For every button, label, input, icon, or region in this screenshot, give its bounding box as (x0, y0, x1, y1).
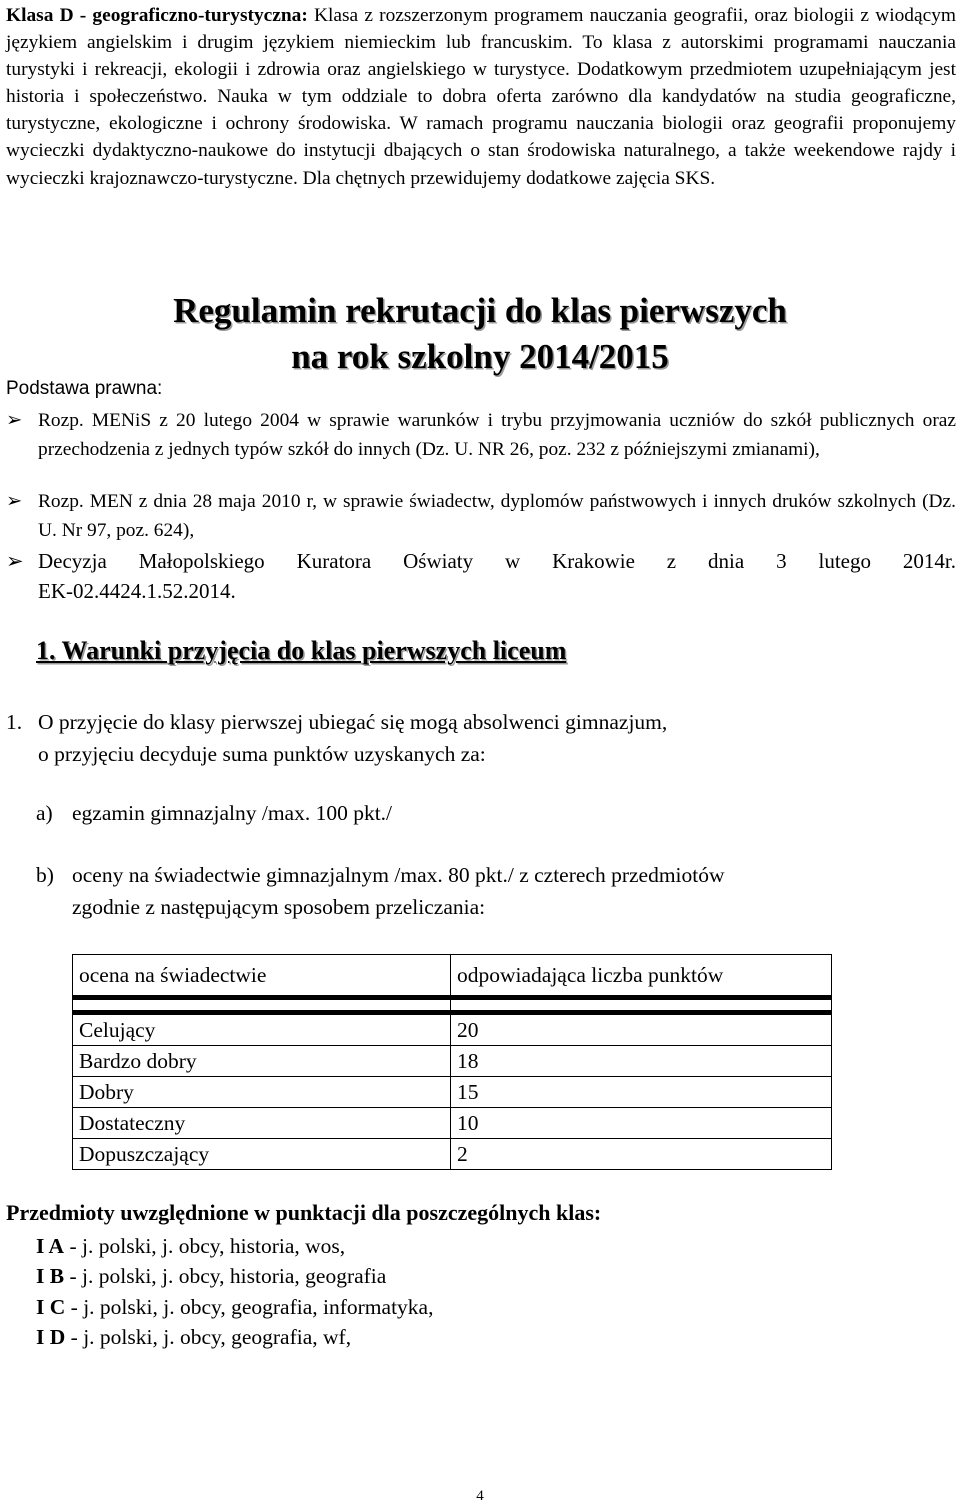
grade-cell: Dobry (73, 1077, 451, 1108)
legal-item-text: Rozp. MEN z dnia 28 maja 2010 r, w sprawie świadectw, dyplomów państwowych i innych druków szkolnych (Dz. U. Nr 97, poz. 624), (38, 491, 956, 541)
table-row (73, 1108, 832, 1139)
condition-item (6, 706, 667, 770)
criterion-a (36, 797, 392, 829)
class-subjects: - j. polski, j. obcy, geografia, wf, (65, 1325, 352, 1349)
class-name: I A (36, 1234, 65, 1258)
class-d-description: Klasa z rozszerzonym programem nauczania geografii, oraz biologii z wiodącym językiem angielskim i drugim językiem niemieckim lub francuskim. To klasa z autorskimi programami nauczania turystyki i rekreacji, ekologii i zdrowia oraz angielskiego w turystyce. Dodatkowym przedmiotem uzupełniającym jest historia i społeczeństwo. Nauka w tym oddziale to dobra oferta zarówno dla kandydatów na studia geograficzne, turystyczne, ekologiczne i ochrony środowiska. W ramach programu nauczania biologii oraz geografii proponujemy wycieczki dydaktyczno-naukowe do instytucji dbających o stan środowiska naturalnego, a także weekendowe rajdy i wycieczki krajoznawczo-turystyczne. Dla chętnych przewidujemy dodatkowe zajęcia SKS. (6, 5, 956, 189)
points-cell: 20 (451, 1013, 832, 1046)
table-divider (73, 998, 832, 1013)
subject-list-item (36, 1261, 736, 1292)
page-title-line2: na rok szkolny 2014/2015 (291, 337, 669, 376)
table-row (73, 1013, 832, 1046)
points-cell: 18 (451, 1046, 832, 1077)
points-cell: 15 (451, 1077, 832, 1108)
criterion-text: zgodnie z następującym sposobem przeliczania: (72, 895, 486, 919)
legal-item (6, 546, 956, 606)
legal-item (6, 487, 956, 545)
legal-item (6, 406, 956, 464)
subject-list-item (36, 1292, 736, 1323)
table-header-row (73, 955, 832, 998)
page-title-line1: Regulamin rekrutacji do klas pierwszych (173, 291, 787, 330)
table-header-cell: ocena na świadectwie (73, 955, 451, 998)
legal-item-text: Rozp. MENiS z 20 lutego 2004 w sprawie warunków i trybu przyjmowania uczniów do szkół publicznych oraz przechodzenia z jednych typów szkół do innych (Dz. U. NR 26, poz. 232 z późniejszymi zmianami), (38, 410, 956, 460)
table-row (73, 1046, 832, 1077)
criterion-text: egzamin gimnazjalny /max. 100 pkt./ (72, 801, 393, 825)
intro-paragraph (6, 2, 956, 192)
points-cell: 10 (451, 1108, 832, 1139)
grade-cell: Dostateczny (73, 1108, 451, 1139)
table-row (73, 1077, 832, 1108)
section-title: 1. Warunki przyjęcia do klas pierwszych liceum (36, 636, 567, 665)
condition-line: O przyjęcie do klasy pierwszej ubiegać się mogą absolwenci gimnazjum, (38, 710, 668, 734)
subject-list-item (36, 1231, 736, 1262)
subjects-heading: Przedmioty uwzględnione w punktacji dla poszczególnych klas: (6, 1200, 602, 1225)
grade-cell: Bardzo dobry (73, 1046, 451, 1077)
condition-line: o przyjęciu decyduje suma punktów uzyskanych za: (38, 742, 486, 766)
class-subjects: - j. polski, j. obcy, geografia, informatyka, (65, 1295, 434, 1319)
table-row (73, 1139, 832, 1170)
criterion-label: a) (36, 801, 53, 825)
points-cell: 2 (451, 1139, 832, 1170)
criterion-text: oceny na świadectwie gimnazjalnym /max. 80 pkt./ z czterech przedmiotów (72, 863, 725, 887)
class-subjects: - j. polski, j. obcy, historia, wos, (64, 1234, 346, 1258)
criterion-label: b) (36, 863, 54, 887)
legal-item-ref: EK-02.4424.1.52.2014. (38, 579, 236, 603)
arrow-bullet-icon: ➢ (6, 410, 23, 431)
table-header-cell: odpowiadająca liczba punktów (451, 955, 832, 998)
class-name: I B (36, 1264, 65, 1288)
grade-cell: Dopuszczający (73, 1139, 451, 1170)
legal-item-text: Decyzja Małopolskiego Kuratora Oświaty w Krakowie z dnia 3 lutego 2014r. (38, 549, 956, 573)
class-d-lead: Klasa D - geograficzno-turystyczna: (6, 5, 308, 26)
class-subjects: - j. polski, j. obcy, historia, geografia (64, 1264, 387, 1288)
class-name: I D (36, 1325, 66, 1349)
criterion-b (36, 859, 725, 923)
class-name: I C (36, 1295, 66, 1319)
arrow-bullet-icon: ➢ (6, 549, 24, 573)
arrow-bullet-icon: ➢ (6, 491, 23, 512)
condition-number: 1. (6, 710, 23, 734)
legal-basis-heading: Podstawa prawna: (6, 378, 163, 399)
subject-list-item (36, 1322, 736, 1353)
grade-points-table (72, 954, 832, 1170)
grade-cell: Celujący (73, 1013, 451, 1046)
page-number: 4 (476, 1488, 484, 1504)
